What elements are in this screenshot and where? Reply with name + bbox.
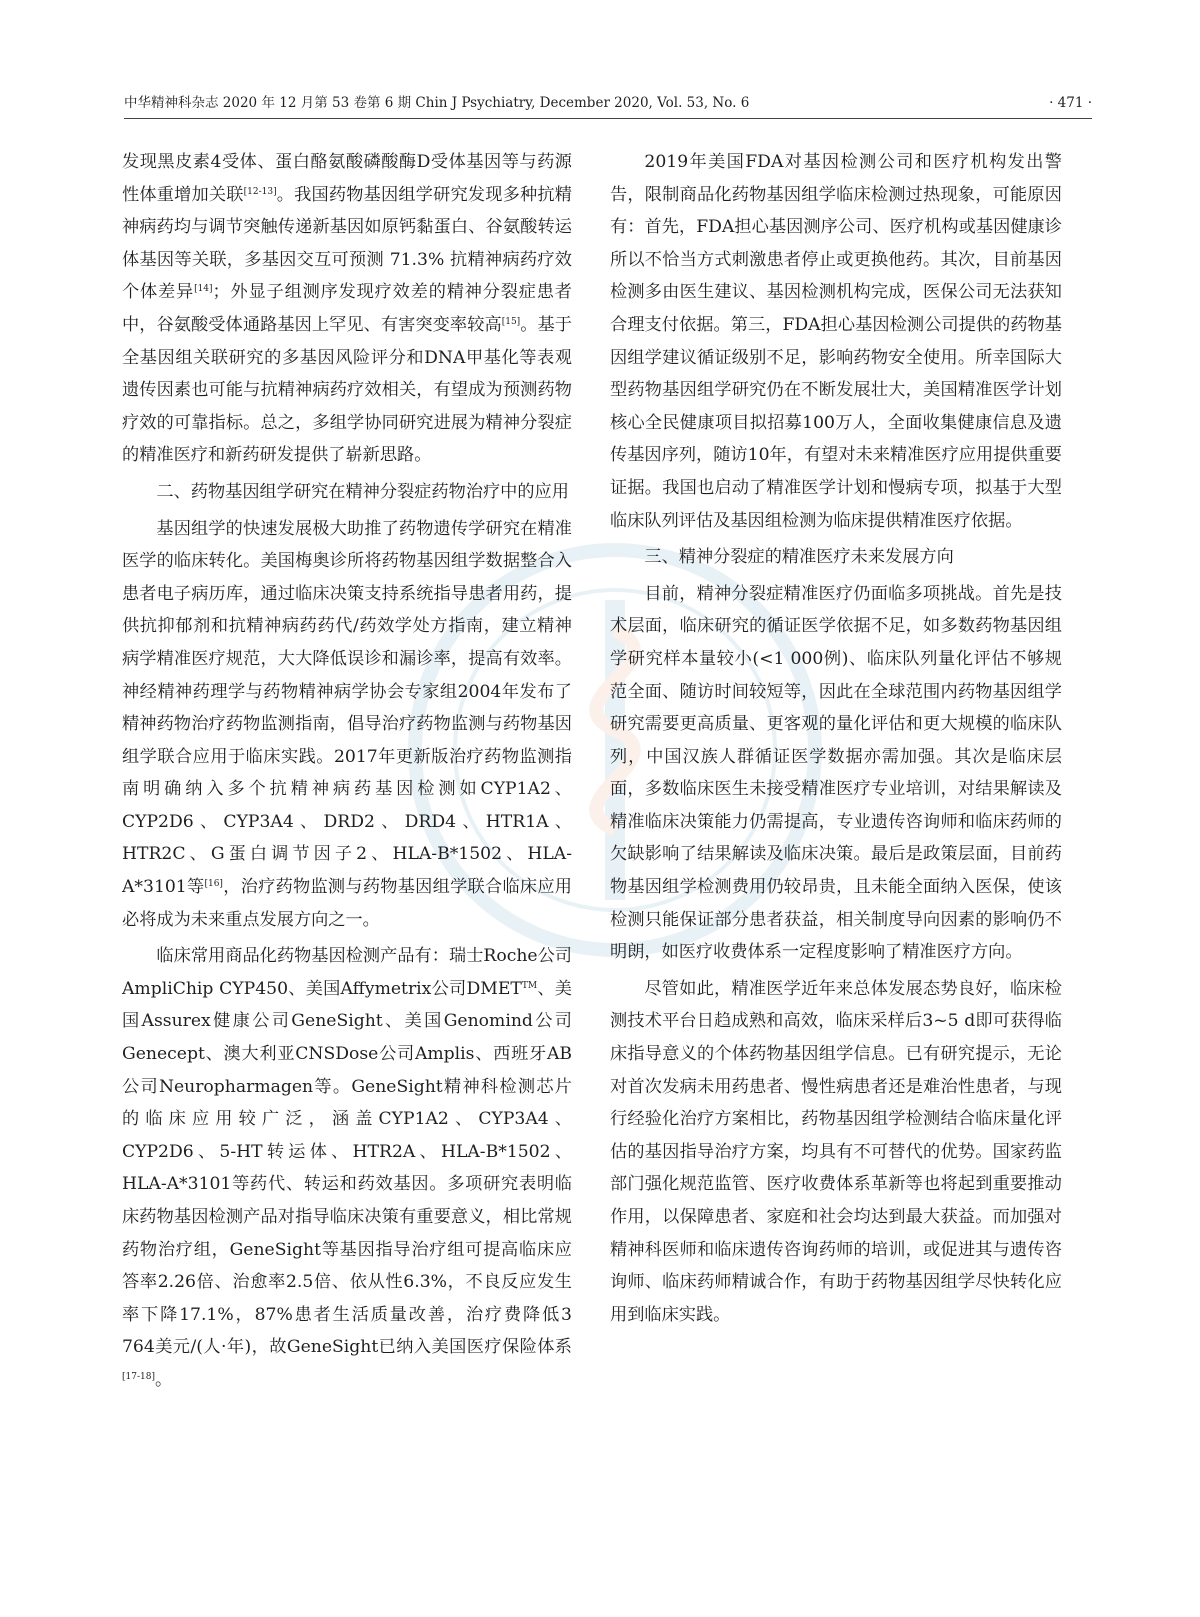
trademark-mark: TM [521,980,538,991]
citation-ref: [12-13] [243,186,277,197]
paragraph: 2019年美国FDA对基因检测公司和医疗机构发出警告，限制商品化药物基因组学临床检测过热现象，可能原因有：首先，FDA担心基因测序公司、医疗机构或基因健康诊所以不恰当方式刺激患者停止或更换他药。其次，目前基因检测多由医生建议、基因检测机构完成，医保公司无法获知合理支付依据。第三，FDA担心基因检测公司提供的药物基因组学建议循证级别不足，影响药物安全使用。所幸国际大型药物基因组学研究仍在不断发展壮大，美国精准医学计划核心全民健康项目拟招募100万人，全面收集健康信息及遗传基因序列，随访10年，有望对未来精准医疗应用提供重要证据。我国也启动了精准医学计划和慢病专项，拟基于大型临床队列评估及基因组检测为临床提供精准医疗依据。 [610,152,1062,531]
right-column [610,146,1062,1335]
paragraph: 目前，精神分裂症精准医疗仍面临多项挑战。首先是技术层面，临床研究的循证医学依据不足，如多数药物基因组学研究样本量较小(<1 000例)、临床队列量化评估不够规范全面、随访时间较短等，因此在全球范围内药物基因组学研究需要更高质量、更客观的量化评估和更大规模的临床队列，中国汉族人群循证医学数据亦需加强。其次是临床层面，多数临床医生未接受精准医疗专业培训，对结果解读及精准临床决策能力仍需提高，专业遗传咨询师和临床药师的欠缺影响了结果解读及临床决策。最后是政策层面，目前药物基因组学检测费用仍较昂贵，且未能全面纳入医保，使该检测只能保证部分患者获益，相关制度导向因素的影响仍不明朗，如医疗收费体系一定程度影响了精准医疗方向。 [610,583,1062,963]
section-heading: 二、药物基因组学研究在精神分裂症药物治疗中的应用 [156,481,569,502]
citation-ref: [14] [194,284,213,295]
page-number: · 471 · [1049,95,1092,111]
citation-ref: [15] [501,316,521,327]
citation-ref: [17-18] [122,1371,155,1382]
left-column [122,146,572,1401]
section-heading: 三、精神分裂症的精准医疗未来发展方向 [644,547,954,568]
citation-ref: [16] [204,879,223,890]
paragraph: 尽管如此，精准医学近年来总体发展态势良好，临床检测技术平台日趋成熟和高效，临床采样后3~5 d即可获得临床指导意义的个体药物基因组学信息。已有研究提示，无论对首次发病未用药患者、慢性病患者还是难治性患者，与现行经验化治疗方案相比，药物基因组学检测结合临床量化评估的基因指导治疗方案，均具有不可替代的优势。国家药监部门强化规范监管、医疗收费体系革新等也将起到重要推动作用，以保障患者、家庭和社会均达到最大获益。而加强对精神科医师和临床遗传咨询药师的培训，或促进其与遗传咨询师、临床药师精诚合作，有助于药物基因组学尽快转化应用到临床实践。 [610,978,1062,1325]
paragraph: 发现黑皮素4受体、蛋白酪氨酸磷酸酶D受体基因等与药源性体重增加关联[12-13]。我国药物基因组学研究发现多种抗精神病药均与调节突触传递新基因如原钙黏蛋白、谷氨酸转运体基因等关联，多基因交互可预测 71.3% 抗精神病药疗效个体差异[14]；外显子组测序发现疗效差的精神分裂症患者中，谷氨酸受体通路基因上罕见、有害突变率较高[15]。基于全基因组关联研究的多基因风险评分和DNA甲基化等表观遗传因素也可能与抗精神病药疗效相关，有望成为预测药物疗效的可靠指标。总之，多组学协同研究进展为精神分裂症的精准医疗和新药研发提供了崭新思路。 [122,152,572,466]
running-header [124,92,1092,119]
paragraph: 基因组学的快速发展极大助推了药物遗传学研究在精准医学的临床转化。美国梅奥诊所将药物基因组学数据整合入患者电子病历库，通过临床决策支持系统指导患者用药，提供抗抑郁剂和抗精神病药药代/药效学处方指南，建立精神病学精准医疗规范，大大降低误诊和漏诊率，提高有效率。神经精神药理学与药物精神病学协会专家组2004年发布了精神药物治疗药物监测指南，倡导治疗药物监测与药物基因组学联合应用于临床实践。2017年更新版治疗药物监测指南明确纳入多个抗精神病药基因检测如CYP1A2、CYP2D6、CYP3A4、DRD2、DRD4、HTR1A、HTR2C、G蛋白调节因子2、HLA-B*1502、HLA-A*3101等[16]，治疗药物监测与药物基因组学联合临床应用必将成为未来重点发展方向之一。 [122,518,572,930]
paragraph: 临床常用商品化药物基因检测产品有：瑞士Roche公司AmpliChip CYP450、美国Affymetrix公司DMET™、美国Assurex健康公司GeneSight、美国Genomind公司Genecept、澳大利亚CNSDose公司Amplis、西班牙AB公司Neuropharmagen等。GeneSight精神科检测芯片的临床应用较广泛，涵盖CYP1A2、CYP3A4、CYP2D6、5-HT转运体、HTR2A、HLA-B*1502、HLA-A*3101等药代、转运和药效基因。多项研究表明临床药物基因检测产品对指导临床决策有重要意义，相比常规药物治疗组，GeneSight等基因指导治疗组可提高临床应答率2.26倍、治愈率2.5倍、依从性6.3%，不良反应发生率下降17.1%，87%患者生活质量改善，治疗费降低3 764美元/(人·年)，故GeneSight已纳入美国医疗保险体系[17-18]。 [122,946,572,1390]
journal-citation: 中华精神科杂志 2020 年 12 月第 53 卷第 6 期 Chin J Psychiatry, December 2020, Vol. 53, No. 6 [124,95,750,111]
